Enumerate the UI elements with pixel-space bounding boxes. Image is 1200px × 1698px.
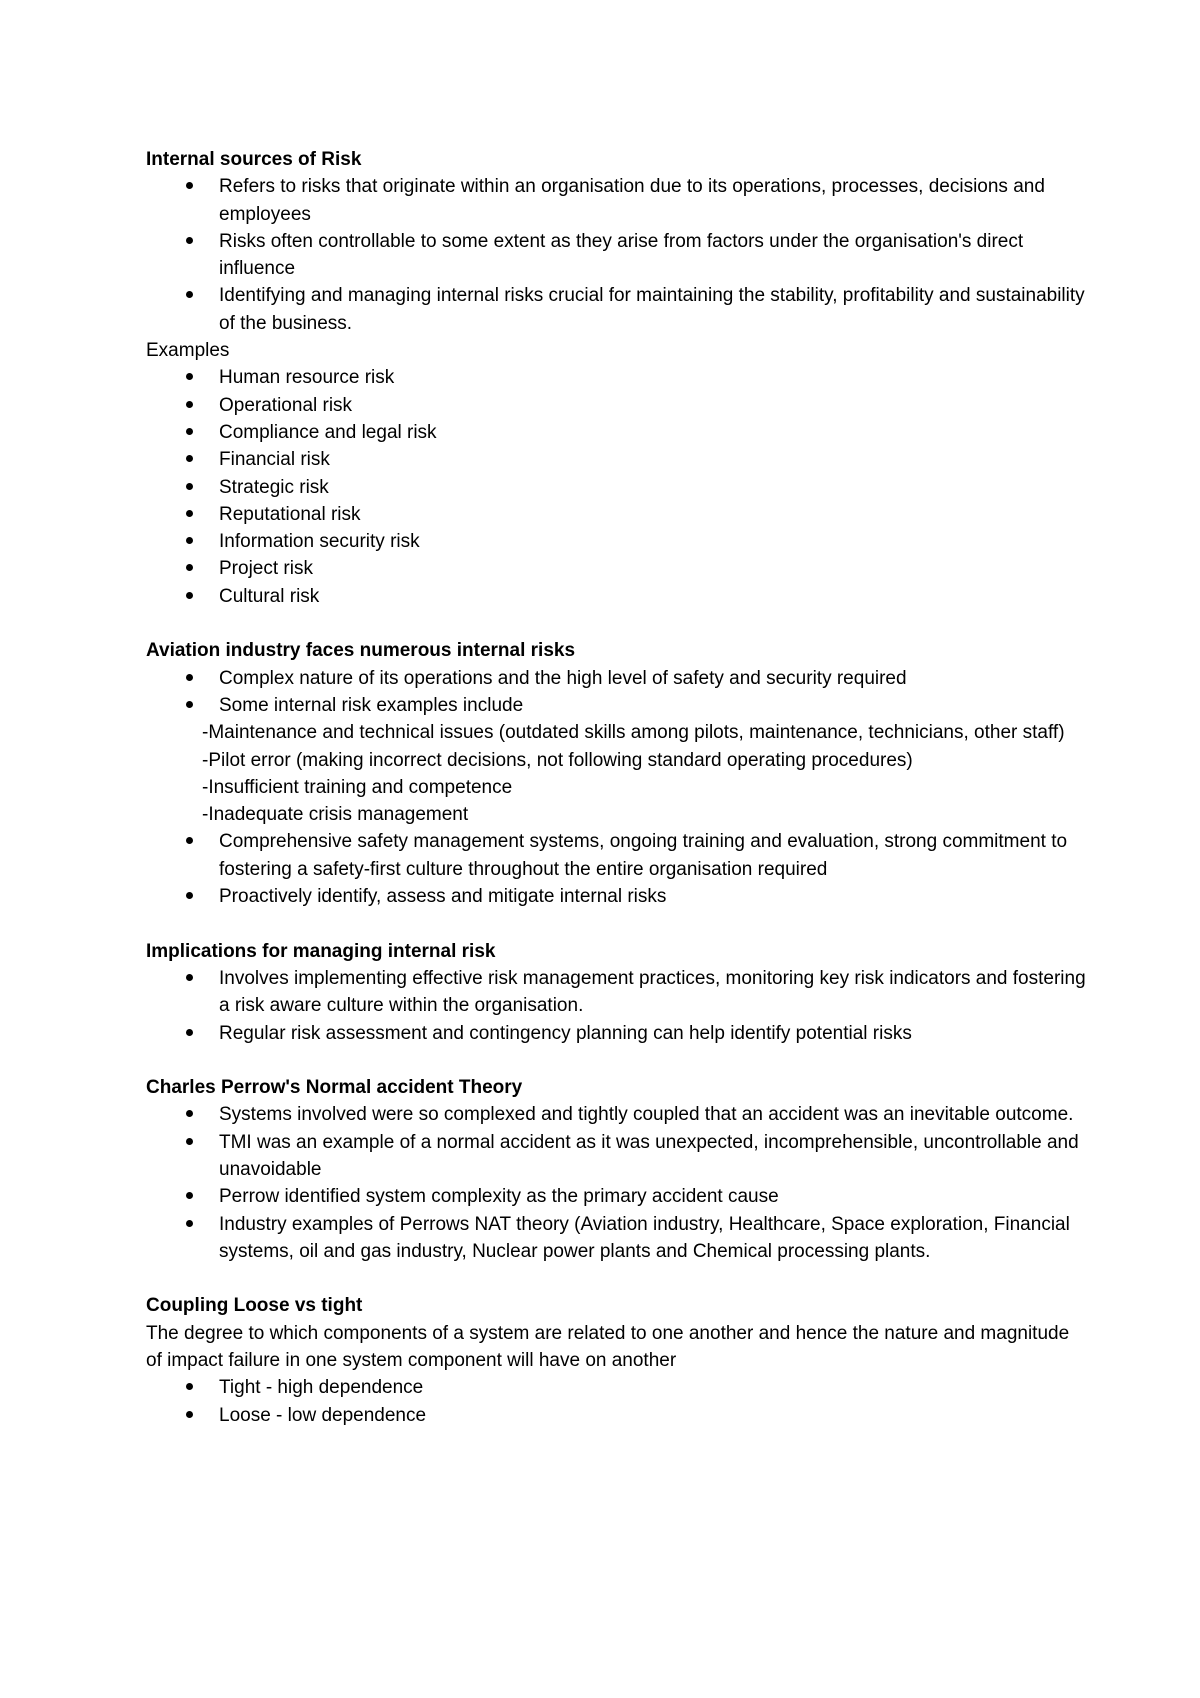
list-item: Strategic risk [146,474,1086,501]
list-item: Refers to risks that originate within an organisation due to its operations, processes, decisions and employees [146,173,1086,228]
list-item: Cultural risk [146,583,1086,610]
list-item: Information security risk [146,528,1086,555]
bullet-icon [186,1220,193,1227]
bullet-icon [186,455,193,462]
bullet-icon [186,182,193,189]
bullet-icon [186,892,193,899]
implications-bullets [146,965,1086,1047]
list-item: Industry examples of Perrows NAT theory (Aviation industry, Healthcare, Space exploration, Financial systems, oil and gas industry, Nuclear power plants and Chemical processing plants. [146,1211,1086,1266]
bullet-icon [186,401,193,408]
list-item: Complex nature of its operations and the high level of safety and security required [146,665,1086,692]
bullet-icon [186,1411,193,1418]
list-item: Tight - high dependence [146,1374,1086,1401]
examples-list [146,364,1086,610]
list-item: Loose - low dependence [146,1402,1086,1429]
bullet-icon [186,373,193,380]
sub-item: -Maintenance and technical issues (outdated skills among pilots, maintenance, technicians, other staff) [202,722,1065,744]
list-item: Some internal risk examples include [146,692,1086,719]
bullet-icon [186,291,193,298]
bullet-icon [186,1029,193,1036]
bullet-icon [186,564,193,571]
bullet-icon [186,974,193,981]
list-item: Operational risk [146,392,1086,419]
list-item: Systems involved were so complexed and tightly coupled that an accident was an inevitable outcome. [146,1101,1086,1128]
bullet-icon [186,510,193,517]
bullet-icon [186,674,193,681]
list-item: Risks often controllable to some extent as they arise from factors under the organisation's direct influence [146,228,1086,283]
spacer [146,910,1086,937]
bullet-icon [186,237,193,244]
spacer [146,1047,1086,1074]
heading-internal-sources: Internal sources of Risk [146,149,362,170]
list-item: Involves implementing effective risk management practices, monitoring key risk indicators and fostering a risk aware culture within the organisation. [146,965,1086,1020]
bullet-icon [186,1383,193,1390]
bullet-icon [186,592,193,599]
bullet-icon [186,1138,193,1145]
bullet-icon [186,483,193,490]
aviation-bullets-b [146,828,1086,910]
list-item: Comprehensive safety management systems, ongoing training and evaluation, strong commitment to fostering a safety-first culture throughout the entire organisation required [146,828,1086,883]
examples-label: Examples [146,340,230,362]
bullet-icon [186,537,193,544]
bullet-icon [186,701,193,708]
list-item: Human resource risk [146,364,1086,391]
list-item: Compliance and legal risk [146,419,1086,446]
spacer [146,1265,1086,1292]
heading-perrow: Charles Perrow's Normal accident Theory [146,1077,523,1099]
spacer [146,610,1086,637]
coupling-bullets [146,1374,1086,1429]
heading-implications: Implications for managing internal risk [146,940,496,962]
bullet-icon [186,1192,193,1199]
list-item: Perrow identified system complexity as the primary accident cause [146,1183,1086,1210]
coupling-paragraph: The degree to which components of a system are related to one another and hence the nature and magnitude of impact failure in one system component will have on another [146,1322,1070,1372]
list-item: Financial risk [146,446,1086,473]
list-item: Regular risk assessment and contingency planning can help identify potential risks [146,1020,1086,1047]
bullet-icon [186,837,193,844]
bullet-icon [186,428,193,435]
heading-coupling: Coupling Loose vs tight [146,1295,363,1317]
heading-aviation: Aviation industry faces numerous internal risks [146,640,576,662]
perrow-bullets [146,1101,1086,1265]
sub-item: -Insufficient training and competence [202,776,513,798]
list-item: Project risk [146,555,1086,582]
list-item: Reputational risk [146,501,1086,528]
list-item: TMI was an example of a normal accident as it was unexpected, incomprehensible, uncontrollable and unavoidable [146,1129,1086,1184]
sub-item: -Pilot error (making incorrect decisions, not following standard operating procedures) [202,749,913,771]
aviation-bullets-a [146,665,1086,720]
sub-item: -Inadequate crisis management [202,804,469,826]
list-item: Identifying and managing internal risks crucial for maintaining the stability, profitability and sustainability of the business. [146,282,1086,337]
internal-bullets [146,173,1086,337]
document-page [146,146,1086,1429]
bullet-icon [186,1110,193,1117]
list-item: Proactively identify, assess and mitigate internal risks [146,883,1086,910]
